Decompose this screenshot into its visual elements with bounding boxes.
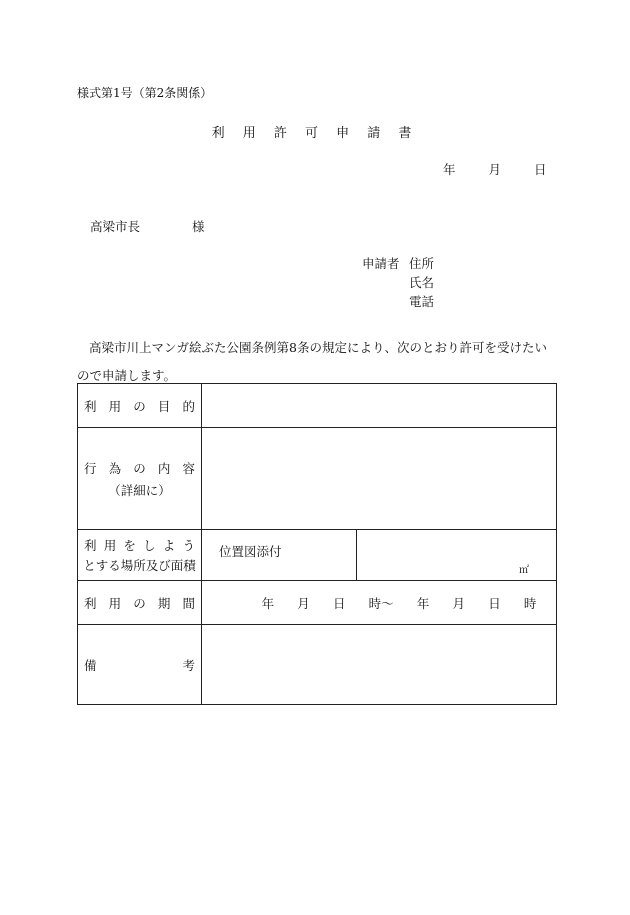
purpose-char: 用 [108,398,122,414]
applicant-block [362,254,434,311]
date-year: 年 [443,162,456,177]
applicant-name-label: 氏名 [409,275,435,290]
place-label-line2: とする場所及び面積 [83,558,196,573]
period-char: 用 [108,595,122,611]
purpose-char: の [133,398,146,414]
purpose-char: 的 [182,398,195,414]
addressee-name: 高梁市長 [90,219,141,234]
date-line [443,160,546,178]
application-table [77,383,557,705]
period-char: の [133,595,146,611]
content-field[interactable] [202,428,557,530]
purpose-label [78,384,202,428]
document-title: 利 用 許 可 申 請 書 [211,126,419,141]
remarks-char: 備 [84,657,97,673]
row-place [78,530,557,581]
row-purpose [78,384,557,428]
purpose-char: 目 [157,398,171,414]
place-char: う [182,538,195,553]
content-char: 行 [84,460,97,476]
period-start-day: 日 [332,595,346,611]
application-statement-text: 高梁市川上マンガ絵ぶた公園条例第8条の規定により、次のとおり許可を受けたいので申請します。 [77,340,547,383]
date-day: 日 [533,162,547,177]
place-char: を [123,538,136,553]
content-char: 容 [182,460,195,476]
row-content [78,428,557,530]
application-statement [77,334,557,390]
place-label [78,530,202,581]
period-start-hour: 時～ [368,595,394,611]
place-char: よ [162,538,176,553]
content-char: 為 [108,460,122,476]
purpose-char: 利 [84,398,97,414]
row-remarks [78,625,557,705]
area-unit: ㎡ [519,565,529,576]
period-char: 期 [157,595,171,611]
content-char: 内 [157,460,171,476]
period-end-day: 日 [488,595,501,611]
date-month: 月 [488,162,501,177]
remarks-label [78,625,202,705]
row-period [78,581,557,625]
applicant-phone-label: 電話 [409,294,435,309]
period-start-year: 年 [261,595,275,611]
purpose-field[interactable] [202,384,557,428]
period-field[interactable] [202,581,557,625]
period-start-month: 月 [297,595,310,611]
period-label [78,581,202,625]
period-end-year: 年 [416,595,430,611]
applicant-label: 申請者 [362,256,400,271]
remarks-char: 考 [182,657,195,673]
form-reference: 様式第1号（第2条関係） [77,86,213,100]
area-field[interactable] [357,530,556,580]
addressee [90,217,205,235]
period-end-hour: 時 [523,595,537,611]
place-attachment-text: 位置図添付 [219,544,282,559]
addressee-honorific: 様 [192,219,205,234]
period-char: 利 [84,595,97,611]
content-label [78,428,202,530]
period-char: 間 [182,595,195,611]
remarks-field[interactable] [202,625,557,705]
applicant-address-label: 住所 [409,256,435,271]
place-char: 利 [84,538,97,553]
period-end-month: 月 [452,595,466,611]
content-char: の [133,460,146,476]
place-cell [202,530,557,581]
place-char: し [143,538,156,553]
place-char: 用 [103,538,117,553]
content-note: （詳細に） [108,482,171,498]
place-attachment-field[interactable] [202,530,357,580]
